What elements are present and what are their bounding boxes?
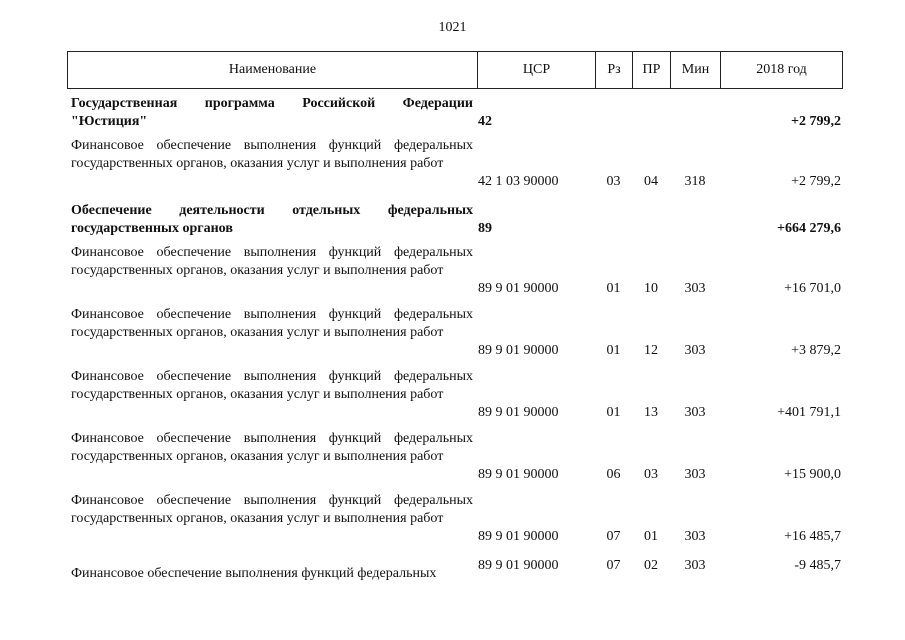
- table-row: [67, 492, 843, 546]
- row-pr: 12: [644, 343, 658, 358]
- row-rz: 06: [606, 467, 621, 482]
- header-rz: Рз: [596, 52, 633, 88]
- table-row: [67, 95, 843, 131]
- table-row: [67, 306, 843, 360]
- row-name: Финансовое обеспечение выполнения функций федеральных: [71, 566, 437, 581]
- row-pr: 02: [644, 558, 658, 573]
- row-csr: 42 1 03 90000: [478, 174, 559, 189]
- header-year: 2018 год: [756, 62, 807, 77]
- row-name: Финансовое обеспечение выполнения функций федеральных государственных органов, оказания услуг и выполнения работ: [71, 369, 473, 402]
- header-pr: ПР: [633, 52, 671, 88]
- row-min: 303: [684, 558, 706, 573]
- row-min: 303: [684, 529, 706, 544]
- row-csr: 89 9 01 90000: [478, 558, 559, 573]
- row-csr: 89 9 01 90000: [478, 281, 559, 296]
- row-pr: 03: [644, 467, 658, 482]
- row-rz: 01: [606, 281, 621, 296]
- table-row: [67, 368, 843, 422]
- table-row: [67, 557, 843, 593]
- header-csr: ЦСР: [478, 52, 596, 88]
- row-name: Обеспечение деятельности отдельных федеральных государственных органов: [71, 203, 473, 236]
- page-number: 1021: [438, 20, 467, 35]
- row-name: Финансовое обеспечение выполнения функций федеральных государственных органов, оказания услуг и выполнения работ: [71, 307, 473, 340]
- row-name: Государственная программа Российской Федерации "Юстиция": [71, 96, 473, 129]
- row-pr: 13: [644, 405, 658, 420]
- row-min: 303: [684, 405, 706, 420]
- row-rz: 03: [606, 174, 621, 189]
- row-name: Финансовое обеспечение выполнения функций федеральных государственных органов, оказания услуг и выполнения работ: [71, 431, 473, 464]
- row-csr: 89 9 01 90000: [478, 343, 559, 358]
- row-name: Финансовое обеспечение выполнения функций федеральных государственных органов, оказания услуг и выполнения работ: [71, 138, 473, 171]
- row-csr: 89 9 01 90000: [478, 467, 559, 482]
- row-csr: 89 9 01 90000: [478, 529, 559, 544]
- row-pr: 10: [644, 281, 658, 296]
- table-row: [67, 202, 843, 238]
- row-min: 303: [684, 467, 706, 482]
- row-amount: +664 279,6: [777, 221, 841, 236]
- table-header: [67, 51, 843, 89]
- row-amount: +16 701,0: [784, 281, 841, 296]
- row-amount: -9 485,7: [794, 558, 841, 573]
- table-row: [67, 244, 843, 298]
- row-csr: 42: [478, 114, 492, 129]
- row-name: Финансовое обеспечение выполнения функций федеральных государственных органов, оказания услуг и выполнения работ: [71, 493, 473, 526]
- row-amount: +16 485,7: [784, 529, 841, 544]
- row-amount: +2 799,2: [791, 114, 841, 129]
- row-amount: +15 900,0: [784, 467, 841, 482]
- table-row: [67, 137, 843, 191]
- row-rz: 01: [606, 405, 621, 420]
- row-pr: 01: [644, 529, 658, 544]
- row-amount: +3 879,2: [791, 343, 841, 358]
- row-csr: 89 9 01 90000: [478, 405, 559, 420]
- row-rz: 07: [606, 558, 621, 573]
- row-min: 303: [684, 343, 706, 358]
- row-amount: +2 799,2: [791, 174, 841, 189]
- row-min: 303: [684, 281, 706, 296]
- row-min: 318: [684, 174, 706, 189]
- row-rz: 01: [606, 343, 621, 358]
- header-name: Наименование: [68, 52, 478, 88]
- row-pr: 04: [644, 174, 658, 189]
- row-name: Финансовое обеспечение выполнения функций федеральных государственных органов, оказания услуг и выполнения работ: [71, 245, 473, 278]
- header-min: Мин: [671, 52, 721, 88]
- table-row: [67, 430, 843, 484]
- row-csr: 89: [478, 221, 492, 236]
- row-amount: +401 791,1: [777, 405, 841, 420]
- row-rz: 07: [606, 529, 621, 544]
